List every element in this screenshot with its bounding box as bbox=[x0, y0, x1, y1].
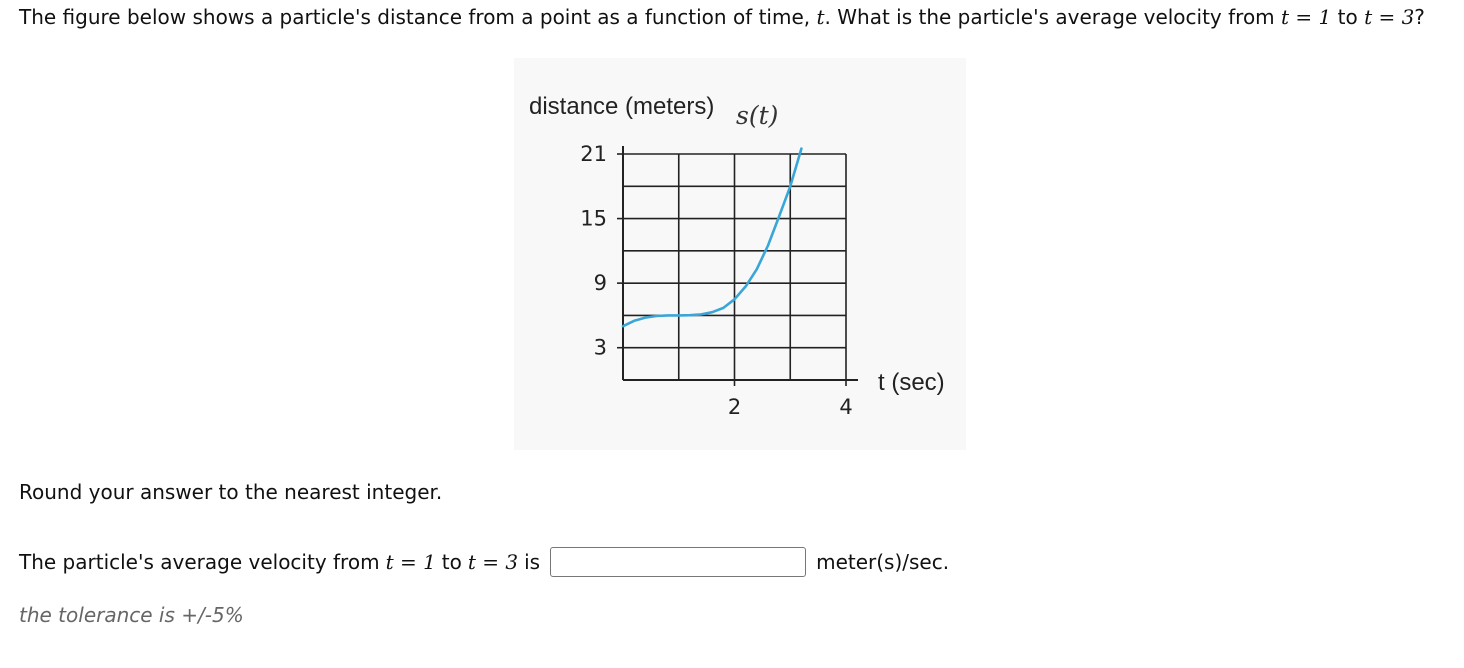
question-eq-end: t = 3 bbox=[1364, 5, 1415, 29]
answer-prefix: The particle's average velocity from bbox=[19, 550, 380, 574]
question-mark: ? bbox=[1414, 5, 1425, 29]
answer-is: is bbox=[524, 550, 541, 574]
answer-line bbox=[19, 544, 949, 580]
x-tick-label: 2 bbox=[727, 395, 742, 419]
time-variable: t bbox=[816, 5, 825, 29]
question-part-1: The figure below shows a particle's distance from a point as a function of time, bbox=[19, 5, 811, 29]
chart-grid bbox=[623, 154, 846, 380]
y-tick-label: 9 bbox=[593, 271, 607, 296]
y-tick-label: 21 bbox=[580, 142, 607, 166]
curve-label: s(t) bbox=[736, 101, 779, 130]
answer-unit: meter(s)/sec. bbox=[816, 550, 950, 574]
chart-svg bbox=[514, 58, 966, 450]
rounding-instruction: Round your answer to the nearest integer. bbox=[19, 480, 443, 504]
question-eq-start: t = 1 bbox=[1281, 5, 1332, 29]
answer-eq-start: t = 1 bbox=[385, 550, 436, 574]
distance-time-graph bbox=[514, 58, 966, 450]
question-part-2: . What is the particle's average velocity from bbox=[824, 5, 1275, 29]
x-tick-label: 4 bbox=[839, 395, 853, 419]
chart-labels bbox=[529, 93, 945, 419]
chart-axes bbox=[617, 146, 858, 386]
chart-curve-layer bbox=[623, 149, 801, 327]
y-axis-title: distance (meters) bbox=[529, 93, 715, 120]
y-tick-label: 15 bbox=[580, 206, 607, 231]
answer-eq-end: t = 3 bbox=[467, 550, 519, 574]
answer-input[interactable] bbox=[550, 547, 806, 577]
question-text bbox=[19, 4, 1449, 30]
distance-curve bbox=[623, 149, 801, 327]
y-tick-label: 3 bbox=[593, 335, 607, 360]
question-to: to bbox=[1337, 5, 1358, 29]
tolerance-note: the tolerance is +/-5% bbox=[19, 603, 244, 627]
answer-to: to bbox=[441, 550, 462, 574]
x-axis-title: t (sec) bbox=[878, 369, 945, 396]
